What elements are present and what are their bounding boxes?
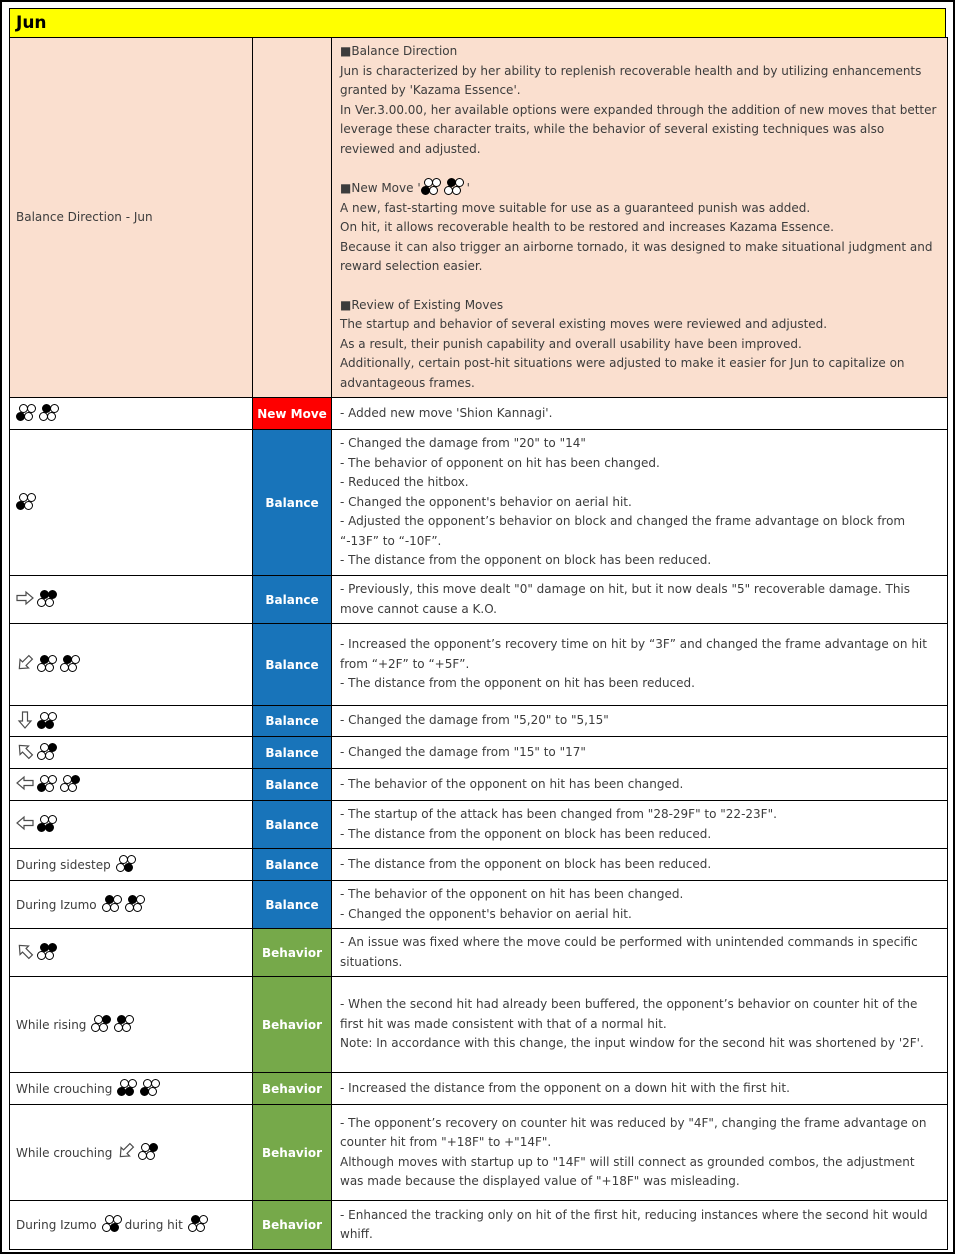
- direction-section: [340, 42, 939, 159]
- move-row: [10, 769, 948, 801]
- change-description-line: - The behavior of the opponent on hit has been changed.: [340, 887, 684, 901]
- move-row: [10, 929, 948, 977]
- button-cluster-icon: [114, 1015, 135, 1032]
- input-text: While rising: [16, 1017, 87, 1032]
- input-text: The startup and behavior of several existing moves were reviewed and adjusted.: [340, 317, 828, 331]
- button-rk-dot: [45, 663, 54, 672]
- move-row: [10, 430, 948, 576]
- button-cluster-icon: [117, 1079, 138, 1096]
- button-rk-dot: [452, 186, 461, 195]
- input-text: Jun is characterized by her ability to replenish recoverable health and by utilizing enhancements granted by 'Kazama Essence'.: [340, 63, 922, 97]
- change-description-line: - Enhanced the tracking only on hit of the first hit, reducing instances where the second hit would whiff.: [340, 1207, 928, 1241]
- arrow-left-icon: [16, 774, 34, 792]
- category-badge: Behavior: [253, 1201, 332, 1250]
- balance-direction-label: Balance Direction - Jun: [10, 38, 253, 398]
- category-badge: Balance: [253, 430, 332, 576]
- direction-section: [340, 296, 939, 394]
- change-description-line: - Previously, this move dealt "0" damage on hit, but it now deals "5" recoverable damage. This move cannot cause a K.O.: [340, 582, 911, 616]
- move-input-cell: [10, 1105, 253, 1201]
- balance-direction-empty-cell: [253, 38, 332, 398]
- balance-direction-row: [10, 38, 948, 398]
- category-badge: Balance: [253, 706, 332, 737]
- input-text: While crouching: [16, 1081, 113, 1096]
- change-description-line: - Increased the distance from the opponent on a down hit with the first hit.: [340, 1080, 790, 1095]
- move-row: [10, 1073, 948, 1105]
- move-row: [10, 737, 948, 769]
- arrow-up-left-icon: [12, 938, 37, 963]
- button-cluster-icon: [60, 775, 81, 792]
- change-description-line: - The distance from the opponent on block has been reduced.: [340, 826, 712, 841]
- move-input-cell: [10, 737, 253, 769]
- button-cluster-icon: [37, 655, 58, 672]
- change-description-cell: [332, 849, 948, 881]
- input-text: Additionally, certain post-hit situations were adjusted to make it easier for Jun to capitalize on advantageous frames.: [340, 356, 905, 390]
- button-rk-dot: [24, 501, 33, 510]
- change-description-line: - The startup of the attack has been changed from "28-29F" to "22-23F".: [340, 807, 777, 821]
- change-description-line: - The behavior of opponent on hit has been changed.: [340, 455, 660, 470]
- move-input-cell: [10, 1073, 253, 1105]
- change-description-line: Although moves with startup up to "14F" will still connect as grounded combos, the adjustment was made because the displayed value of "+18F" was misleading.: [340, 1154, 915, 1188]
- button-rk-dot: [196, 1223, 205, 1232]
- move-input-cell: [10, 769, 253, 801]
- input-text: ': [466, 181, 470, 195]
- change-description-cell: [332, 769, 948, 801]
- direction-section-line: [340, 62, 939, 101]
- change-description-cell: [332, 929, 948, 977]
- category-badge: Behavior: [253, 977, 332, 1073]
- button-rk-dot: [122, 1023, 131, 1032]
- direction-section-line: [340, 199, 939, 219]
- button-cluster-icon: [37, 712, 58, 729]
- category-badge: Balance: [253, 576, 332, 624]
- move-row: [10, 849, 948, 881]
- button-rk-dot: [146, 1151, 155, 1160]
- input-text: In Ver.3.00.00, her available options were expanded through the addition of new moves that better leverage these character traits, while the behavior of several existing techniques was also reviewed and adjusted.: [340, 102, 937, 156]
- button-rk-dot: [24, 412, 33, 421]
- button-cluster-icon: [37, 590, 58, 607]
- button-cluster-icon: [91, 1015, 112, 1032]
- button-rk-dot: [110, 1223, 119, 1232]
- move-row: [10, 624, 948, 706]
- category-badge: Behavior: [253, 929, 332, 977]
- category-badge: Balance: [253, 624, 332, 706]
- change-description-line: - Reduced the hitbox.: [340, 475, 469, 490]
- direction-section-line: [340, 101, 939, 160]
- button-rk-dot: [45, 751, 54, 760]
- button-rk-dot: [45, 823, 54, 832]
- move-row: [10, 801, 948, 849]
- move-input-cell: [10, 1201, 253, 1250]
- move-input-cell: [10, 624, 253, 706]
- button-cluster-icon: [16, 404, 37, 421]
- move-input-cell: [10, 849, 253, 881]
- input-text: During Izumo: [16, 897, 97, 912]
- button-rk-dot: [45, 783, 54, 792]
- input-text: On hit, it allows recoverable health to be restored and increases Kazama Essence.: [340, 220, 834, 234]
- change-description-line: - Added new move 'Shion Kannagi'.: [340, 405, 553, 420]
- change-description-line: - The distance from the opponent on block has been reduced.: [340, 553, 712, 568]
- category-badge: New Move: [253, 398, 332, 430]
- button-cluster-icon: [140, 1079, 161, 1096]
- input-text: during hit: [124, 1218, 183, 1232]
- button-rk-dot: [125, 1087, 134, 1096]
- category-badge: Balance: [253, 849, 332, 881]
- category-badge: Balance: [253, 737, 332, 769]
- button-cluster-icon: [60, 655, 81, 672]
- input-text: During sidestep: [16, 857, 111, 872]
- button-rk-dot: [124, 863, 133, 872]
- change-description-line: - Adjusted the opponent’s behavior on block and changed the frame advantage on block from “-13F” to “-10F”.: [340, 514, 906, 548]
- arrow-down-left-icon: [114, 1138, 139, 1163]
- change-description-line: - Increased the opponent’s recovery time on hit by “3F” and changed the frame advantage on hit from “+2F” to “+5F”.: [340, 637, 927, 671]
- move-input-cell: [10, 881, 253, 929]
- input-text: Because it can also trigger an airborne tornado, it was designed to make situational judgment and reward selection easier.: [340, 239, 933, 273]
- change-description-line: - The distance from the opponent on block has been reduced.: [340, 856, 712, 871]
- change-description-cell: [332, 430, 948, 576]
- change-description-line: - Changed the opponent's behavior on aerial hit.: [340, 494, 632, 509]
- move-input-cell: [10, 706, 253, 737]
- category-badge: Balance: [253, 769, 332, 801]
- button-cluster-icon: [125, 895, 146, 912]
- arrow-down-left-icon: [12, 650, 37, 675]
- button-rk-dot: [68, 663, 77, 672]
- button-cluster-icon: [37, 943, 58, 960]
- category-badge: Behavior: [253, 1073, 332, 1105]
- change-description-cell: [332, 977, 948, 1073]
- move-input-cell: [10, 929, 253, 977]
- button-cluster-icon: [16, 493, 37, 510]
- input-text: During Izumo: [16, 1218, 97, 1232]
- change-description-line: - The opponent’s recovery on counter hit was reduced by "4F", changing the frame advantage on counter hit from "+18F" to +"14F".: [340, 1115, 927, 1149]
- change-description-line: - The distance from the opponent on hit has been reduced.: [340, 676, 695, 691]
- button-cluster-icon: [116, 855, 137, 872]
- direction-section: [340, 178, 939, 277]
- change-description-line: - Changed the damage from "20" to "14": [340, 436, 586, 451]
- button-rk-dot: [47, 412, 56, 421]
- arrow-left-icon: [16, 814, 34, 832]
- button-rk-dot: [68, 783, 77, 792]
- move-row: [10, 398, 948, 430]
- button-rk-dot: [45, 720, 54, 729]
- arrow-down-icon: [16, 711, 34, 729]
- change-description-cell: [332, 624, 948, 706]
- change-description-line: - Changed the damage from "5,20" to "5,15": [340, 713, 609, 728]
- change-description-cell: [332, 1073, 948, 1105]
- change-description-cell: [332, 881, 948, 929]
- move-row: [10, 881, 948, 929]
- arrow-up-left-icon: [12, 738, 37, 763]
- button-rk-dot: [45, 598, 54, 607]
- category-badge: Behavior: [253, 1105, 332, 1201]
- move-input-cell: [10, 430, 253, 576]
- button-cluster-icon: [37, 815, 58, 832]
- button-rk-dot: [429, 186, 438, 195]
- direction-section-line: [340, 218, 939, 238]
- button-cluster-icon: [188, 1215, 209, 1232]
- category-badge: Balance: [253, 801, 332, 849]
- change-description-cell: [332, 737, 948, 769]
- move-input-cell: [10, 576, 253, 624]
- button-cluster-icon: [138, 1143, 159, 1160]
- change-description-cell: [332, 1105, 948, 1201]
- input-text: ■Balance Direction: [340, 44, 458, 58]
- change-description-line: - Changed the damage from "15" to "17": [340, 744, 586, 759]
- change-description-line: - When the second hit had already been buffered, the opponent’s behavior on counter hit of the first hit was made consistent with that of a normal hit.: [340, 997, 918, 1031]
- button-rk-dot: [148, 1087, 157, 1096]
- move-row: [10, 1105, 948, 1201]
- change-description-line: Note: In accordance with this change, the input window for the second hit was shortened by '2F'.: [340, 1036, 924, 1051]
- arrow-right-icon: [16, 589, 34, 607]
- button-rk-dot: [133, 903, 142, 912]
- button-rk-dot: [110, 903, 119, 912]
- move-row: [10, 977, 948, 1073]
- input-text: ■New Move ': [340, 181, 421, 195]
- category-badge: Balance: [253, 881, 332, 929]
- button-rk-dot: [99, 1023, 108, 1032]
- change-description-cell: [332, 706, 948, 737]
- move-row: [10, 1201, 948, 1250]
- move-input-cell: [10, 398, 253, 430]
- input-text: A new, fast-starting move suitable for use as a guaranteed punish was added.: [340, 200, 811, 215]
- balance-direction-content: [332, 38, 948, 398]
- button-cluster-icon: [37, 743, 58, 760]
- direction-section-line: [340, 335, 939, 355]
- button-cluster-icon: [37, 775, 58, 792]
- button-cluster-icon: [444, 178, 465, 195]
- change-description-cell: [332, 576, 948, 624]
- character-title: Jun: [9, 8, 946, 38]
- direction-section-line: [340, 238, 939, 277]
- button-cluster-icon: [102, 895, 123, 912]
- move-input-cell: [10, 801, 253, 849]
- change-description-cell: [332, 801, 948, 849]
- button-cluster-icon: [102, 1215, 123, 1232]
- move-input-cell: [10, 977, 253, 1073]
- direction-section-heading: [340, 42, 939, 62]
- input-text: While crouching: [16, 1146, 113, 1160]
- direction-section-line: [340, 315, 939, 335]
- button-rk-dot: [45, 951, 54, 960]
- input-text: As a result, their punish capability and overall usability have been improved.: [340, 336, 802, 351]
- change-description-line: - An issue was fixed where the move could be performed with unintended commands in specific situations.: [340, 935, 918, 969]
- move-row: [10, 576, 948, 624]
- button-cluster-icon: [421, 178, 442, 195]
- change-description-cell: [332, 1201, 948, 1250]
- change-description-cell: [332, 398, 948, 430]
- button-cluster-icon: [39, 404, 60, 421]
- direction-section-heading: [340, 296, 939, 316]
- change-description-line: - Changed the opponent's behavior on aerial hit.: [340, 906, 632, 921]
- patch-notes-table: [9, 37, 948, 1250]
- move-row: [10, 706, 948, 737]
- input-text: ■Review of Existing Moves: [340, 297, 504, 312]
- direction-section-line: [340, 354, 939, 393]
- change-description-line: - The behavior of the opponent on hit has been changed.: [340, 776, 684, 791]
- direction-section-heading: [340, 178, 939, 199]
